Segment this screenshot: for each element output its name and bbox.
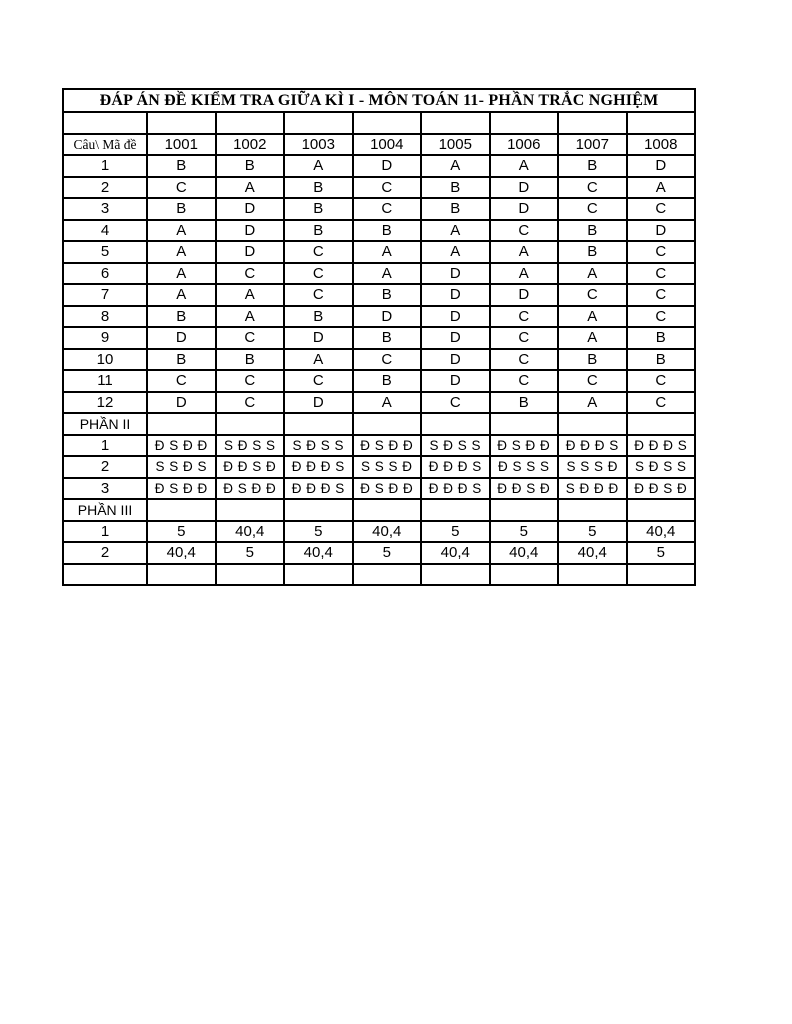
answer-cell: D xyxy=(490,177,559,199)
question-number: 2 xyxy=(63,456,147,478)
answer-cell: B xyxy=(353,220,422,242)
answer-cell: 5 xyxy=(353,542,422,564)
empty-cell xyxy=(216,499,285,521)
answer-cell: 5 xyxy=(627,542,696,564)
answer-cell: A xyxy=(147,220,216,242)
answer-cell: B xyxy=(147,306,216,328)
answer-cell: Đ Đ S Đ xyxy=(490,478,559,500)
answer-cell: D xyxy=(353,155,422,177)
question-number: 11 xyxy=(63,370,147,392)
question-number: 5 xyxy=(63,241,147,263)
empty-cell xyxy=(558,112,627,134)
empty-cell xyxy=(216,413,285,435)
answer-cell: A xyxy=(627,177,696,199)
answer-cell: A xyxy=(284,155,353,177)
answer-cell: D xyxy=(421,370,490,392)
answer-cell: C xyxy=(490,220,559,242)
answer-cell: C xyxy=(353,198,422,220)
answer-cell: B xyxy=(147,198,216,220)
answer-cell: C xyxy=(284,284,353,306)
answer-cell: Đ S Đ Đ xyxy=(353,435,422,457)
answer-cell: A xyxy=(490,155,559,177)
answer-cell: 5 xyxy=(147,521,216,543)
question-number: 1 xyxy=(63,155,147,177)
answer-cell: D xyxy=(627,220,696,242)
header-code: 1005 xyxy=(421,134,490,156)
question-number: 1 xyxy=(63,521,147,543)
table-row xyxy=(63,456,695,478)
empty-cell xyxy=(558,564,627,586)
spacer-row xyxy=(63,112,695,134)
answer-cell: S Đ S S xyxy=(627,456,696,478)
empty-cell xyxy=(421,564,490,586)
answer-cell: A xyxy=(147,241,216,263)
answer-cell: 40,4 xyxy=(284,542,353,564)
empty-cell xyxy=(216,112,285,134)
answer-cell: C xyxy=(216,327,285,349)
answer-cell: Đ Đ Đ S xyxy=(284,478,353,500)
empty-cell xyxy=(421,112,490,134)
empty-cell xyxy=(490,112,559,134)
header-row xyxy=(63,134,695,156)
answer-cell: A xyxy=(216,177,285,199)
answer-cell: A xyxy=(421,241,490,263)
answer-cell: Đ S S S xyxy=(490,456,559,478)
answer-cell: S S S Đ xyxy=(558,456,627,478)
answer-cell: S Đ S S xyxy=(284,435,353,457)
answer-cell: A xyxy=(353,392,422,414)
answer-cell: D xyxy=(216,241,285,263)
empty-cell xyxy=(627,499,696,521)
header-corner: Câu\ Mã đề xyxy=(63,134,147,156)
answer-cell: B xyxy=(627,349,696,371)
answer-cell: S S S Đ xyxy=(353,456,422,478)
empty-cell xyxy=(147,499,216,521)
answer-cell: D xyxy=(421,306,490,328)
answer-cell: Đ S Đ Đ xyxy=(353,478,422,500)
answer-cell: 40,4 xyxy=(490,542,559,564)
answer-cell: S Đ S S xyxy=(421,435,490,457)
empty-cell xyxy=(216,564,285,586)
question-number: 9 xyxy=(63,327,147,349)
empty-cell xyxy=(353,413,422,435)
header-code: 1002 xyxy=(216,134,285,156)
answer-cell: B xyxy=(284,177,353,199)
empty-cell xyxy=(627,564,696,586)
answer-cell: C xyxy=(421,392,490,414)
answer-cell: S S Đ S xyxy=(147,456,216,478)
answer-cell: Đ Đ Đ S xyxy=(627,435,696,457)
answer-cell: Đ Đ Đ S xyxy=(558,435,627,457)
answer-cell: B xyxy=(147,155,216,177)
answer-cell: C xyxy=(627,370,696,392)
answer-cell: B xyxy=(353,370,422,392)
empty-cell xyxy=(284,499,353,521)
answer-cell: B xyxy=(284,220,353,242)
part2-label-row xyxy=(63,413,695,435)
empty-cell xyxy=(284,112,353,134)
answer-cell: D xyxy=(147,327,216,349)
empty-cell xyxy=(490,564,559,586)
question-number: 6 xyxy=(63,263,147,285)
answer-cell: D xyxy=(627,155,696,177)
answer-cell: C xyxy=(147,177,216,199)
question-number: 2 xyxy=(63,177,147,199)
empty-cell xyxy=(421,413,490,435)
answer-cell: D xyxy=(353,306,422,328)
empty-cell xyxy=(284,564,353,586)
answer-cell: B xyxy=(558,349,627,371)
empty-cell xyxy=(558,413,627,435)
empty-cell xyxy=(63,564,147,586)
answer-cell: C xyxy=(353,349,422,371)
answer-cell: B xyxy=(627,327,696,349)
answer-cell: C xyxy=(558,370,627,392)
empty-cell xyxy=(558,499,627,521)
table-row xyxy=(63,220,695,242)
empty-cell xyxy=(490,413,559,435)
table-row xyxy=(63,478,695,500)
answer-cell: A xyxy=(558,327,627,349)
answer-cell: B xyxy=(558,220,627,242)
answer-cell: S Đ Đ Đ xyxy=(558,478,627,500)
table-row xyxy=(63,263,695,285)
title-row xyxy=(63,89,695,112)
answer-cell: D xyxy=(421,284,490,306)
table-row xyxy=(63,542,695,564)
answer-cell: D xyxy=(490,198,559,220)
empty-cell xyxy=(490,499,559,521)
answer-cell: A xyxy=(216,306,285,328)
answer-cell: B xyxy=(284,198,353,220)
table-row xyxy=(63,521,695,543)
answer-cell: A xyxy=(147,263,216,285)
answer-cell: A xyxy=(284,349,353,371)
answer-cell: D xyxy=(421,349,490,371)
table-row xyxy=(63,392,695,414)
answer-cell: D xyxy=(216,198,285,220)
empty-cell xyxy=(147,112,216,134)
answer-cell: B xyxy=(558,241,627,263)
answer-cell: A xyxy=(558,392,627,414)
answer-cell: A xyxy=(421,155,490,177)
bottom-spacer-row xyxy=(63,564,695,586)
table-row xyxy=(63,198,695,220)
part3-label-row xyxy=(63,499,695,521)
answer-cell: Đ S Đ Đ xyxy=(490,435,559,457)
answer-key-table xyxy=(62,88,696,586)
answer-cell: C xyxy=(558,198,627,220)
answer-cell: C xyxy=(490,349,559,371)
answer-cell: D xyxy=(147,392,216,414)
answer-cell: B xyxy=(284,306,353,328)
answer-cell: Đ Đ S Đ xyxy=(627,478,696,500)
answer-cell: B xyxy=(216,349,285,371)
question-number: 3 xyxy=(63,198,147,220)
answer-cell: A xyxy=(490,263,559,285)
empty-cell xyxy=(147,564,216,586)
header-code: 1004 xyxy=(353,134,422,156)
empty-cell xyxy=(421,499,490,521)
answer-cell: A xyxy=(558,306,627,328)
answer-cell: C xyxy=(627,241,696,263)
answer-cell: B xyxy=(353,284,422,306)
answer-cell: A xyxy=(147,284,216,306)
answer-cell: D xyxy=(284,327,353,349)
answer-cell: 40,4 xyxy=(353,521,422,543)
empty-cell xyxy=(627,112,696,134)
answer-cell: C xyxy=(627,392,696,414)
answer-cell: 40,4 xyxy=(147,542,216,564)
question-number: 10 xyxy=(63,349,147,371)
answer-cell: B xyxy=(558,155,627,177)
answer-cell: C xyxy=(284,263,353,285)
empty-cell xyxy=(147,413,216,435)
answer-cell: D xyxy=(216,220,285,242)
answer-cell: B xyxy=(421,198,490,220)
answer-cell: D xyxy=(421,327,490,349)
answer-cell: Đ Đ Đ S xyxy=(284,456,353,478)
table-row xyxy=(63,306,695,328)
table-row xyxy=(63,155,695,177)
answer-cell: D xyxy=(490,284,559,306)
table-row xyxy=(63,327,695,349)
empty-cell xyxy=(353,112,422,134)
answer-cell: 40,4 xyxy=(421,542,490,564)
table-row xyxy=(63,370,695,392)
empty-cell xyxy=(63,112,147,134)
answer-cell: C xyxy=(490,327,559,349)
answer-cell: C xyxy=(558,284,627,306)
answer-cell: C xyxy=(216,392,285,414)
empty-cell xyxy=(627,413,696,435)
question-number: 12 xyxy=(63,392,147,414)
table-row xyxy=(63,241,695,263)
empty-cell xyxy=(353,564,422,586)
table-title: ĐÁP ÁN ĐỀ KIỂM TRA GIỮA KÌ I - MÔN TOÁN 11- PHẦN TRẮC NGHIỆM xyxy=(63,89,695,112)
answer-cell: C xyxy=(627,284,696,306)
header-code: 1007 xyxy=(558,134,627,156)
answer-cell: A xyxy=(421,220,490,242)
answer-cell: C xyxy=(284,241,353,263)
answer-cell: A xyxy=(558,263,627,285)
answer-cell: Đ S Đ Đ xyxy=(147,435,216,457)
answer-cell: B xyxy=(353,327,422,349)
answer-cell: S Đ S S xyxy=(216,435,285,457)
question-number: 1 xyxy=(63,435,147,457)
table-row xyxy=(63,435,695,457)
empty-cell xyxy=(284,413,353,435)
table-row xyxy=(63,349,695,371)
header-code: 1003 xyxy=(284,134,353,156)
answer-cell: 40,4 xyxy=(216,521,285,543)
answer-cell: B xyxy=(216,155,285,177)
question-number: 8 xyxy=(63,306,147,328)
answer-cell: D xyxy=(284,392,353,414)
answer-cell: B xyxy=(490,392,559,414)
part3-label: PHẦN III xyxy=(63,499,147,521)
question-number: 2 xyxy=(63,542,147,564)
answer-cell: A xyxy=(490,241,559,263)
answer-cell: C xyxy=(147,370,216,392)
question-number: 7 xyxy=(63,284,147,306)
table-row xyxy=(63,177,695,199)
answer-cell: 5 xyxy=(284,521,353,543)
answer-cell: C xyxy=(216,370,285,392)
answer-cell: B xyxy=(147,349,216,371)
question-number: 4 xyxy=(63,220,147,242)
table-row xyxy=(63,284,695,306)
answer-cell: C xyxy=(627,198,696,220)
answer-cell: Đ Đ Đ S xyxy=(421,456,490,478)
answer-cell: A xyxy=(353,241,422,263)
part2-label: PHẦN II xyxy=(63,413,147,435)
answer-cell: 5 xyxy=(421,521,490,543)
answer-cell: C xyxy=(490,306,559,328)
answer-cell: 40,4 xyxy=(558,542,627,564)
answer-cell: B xyxy=(421,177,490,199)
answer-cell: C xyxy=(558,177,627,199)
answer-cell: 5 xyxy=(558,521,627,543)
answer-cell: Đ Đ S Đ xyxy=(216,456,285,478)
answer-cell: A xyxy=(353,263,422,285)
answer-cell: 40,4 xyxy=(627,521,696,543)
answer-cell: C xyxy=(627,306,696,328)
answer-cell: D xyxy=(421,263,490,285)
answer-cell: C xyxy=(216,263,285,285)
answer-cell: C xyxy=(627,263,696,285)
answer-cell: 5 xyxy=(216,542,285,564)
header-code: 1006 xyxy=(490,134,559,156)
answer-cell: C xyxy=(284,370,353,392)
answer-cell: Đ S Đ Đ xyxy=(216,478,285,500)
answer-cell: A xyxy=(216,284,285,306)
empty-cell xyxy=(353,499,422,521)
answer-cell: 5 xyxy=(490,521,559,543)
answer-cell: C xyxy=(353,177,422,199)
header-code: 1001 xyxy=(147,134,216,156)
question-number: 3 xyxy=(63,478,147,500)
answer-cell: C xyxy=(490,370,559,392)
answer-cell: Đ Đ Đ S xyxy=(421,478,490,500)
header-code: 1008 xyxy=(627,134,696,156)
answer-cell: Đ S Đ Đ xyxy=(147,478,216,500)
